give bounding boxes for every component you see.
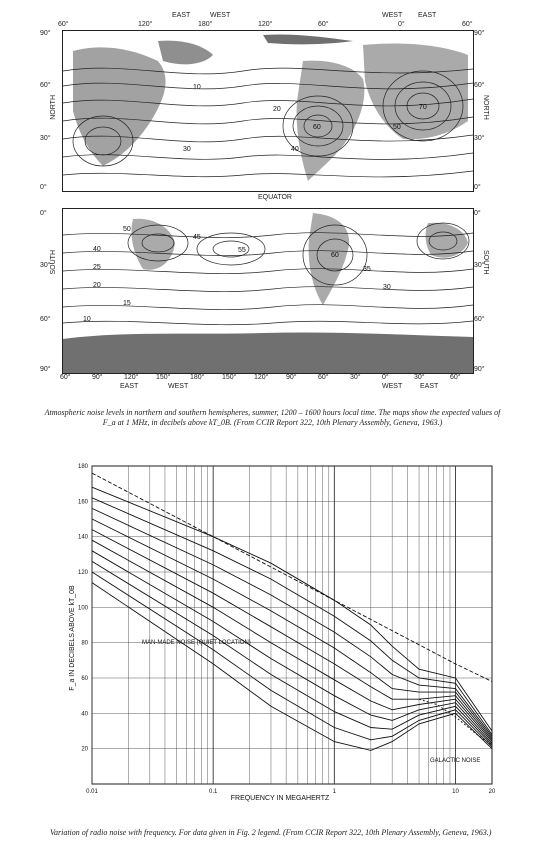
north-america-landmass [73, 47, 166, 166]
lat-label: 60° [40, 316, 51, 323]
contour-label: 70 [419, 104, 427, 111]
chart-caption: Variation of radio noise with frequency. For data given in Fig. 2 legend. (From CCIR Report 322, 10th Plenary Assembly, Geneva, 1963.) [50, 828, 492, 837]
contour-label: 30 [383, 284, 391, 291]
x-tick-label: 1 [332, 789, 337, 795]
lat-label: 60° [40, 82, 51, 89]
top-tick: 60° [58, 21, 69, 28]
top-tick: 60° [318, 21, 329, 28]
contour-label: 60 [313, 124, 321, 131]
bottom-tick: 30° [350, 374, 361, 381]
bottom-tick: 120° [124, 374, 139, 381]
bottom-tick: 120° [254, 374, 269, 381]
asia-landmass [363, 43, 468, 139]
y-tick-label: 40 [81, 711, 88, 718]
bottom-east-label: EAST [120, 383, 139, 390]
x-tick-label: 20 [488, 789, 496, 795]
bottom-tick: 180° [190, 374, 205, 381]
bottom-tick: 60° [60, 374, 71, 381]
top-east-label: EAST [172, 12, 191, 19]
bottom-tick: 90° [286, 374, 297, 381]
top-tick: 180° [198, 21, 213, 28]
northern-hemisphere-map [62, 30, 474, 192]
arctic-landmass [263, 34, 353, 44]
contour-label: 10 [83, 316, 91, 323]
y-tick-label: 160 [77, 499, 88, 506]
y-axis-label: F_a IN DECIBELS ABOVE kT_0B [69, 585, 76, 691]
lat-label: 30° [474, 135, 485, 142]
contour-label: 20 [93, 282, 101, 289]
lat-label: 90° [40, 30, 51, 37]
y-tick-label: 80 [81, 640, 88, 647]
bottom-west-label-2: WEST [382, 383, 403, 390]
contour-label: 25 [93, 264, 101, 271]
lat-label: 0° [474, 184, 481, 191]
contour-label: 60 [331, 252, 339, 259]
contour-label: 15 [123, 300, 131, 307]
top-east-label-2: EAST [418, 12, 437, 19]
top-tick: 120° [258, 21, 273, 28]
y-tick-label: 60 [81, 676, 88, 682]
equator-label: EQUATOR [258, 194, 292, 201]
top-west-label: WEST [210, 12, 231, 19]
bottom-tick: 0° [382, 374, 389, 381]
man-made-annotation: MAN-MADE NOISE (QUIET LOCATION) [142, 640, 251, 646]
lat-label: 90° [474, 366, 485, 373]
bottom-tick: 90° [92, 374, 103, 381]
bottom-east-label-2: EAST [420, 383, 439, 390]
northern-map-svg [63, 31, 473, 191]
lat-label: 30° [40, 135, 51, 142]
x-tick-label: 0.01 [86, 789, 98, 795]
southern-hemisphere-map [62, 208, 474, 374]
chart-svg [50, 458, 520, 808]
lat-label: 30° [40, 262, 51, 269]
lat-label: 60° [474, 316, 485, 323]
lat-label: 0° [474, 210, 481, 217]
bottom-side-left: SOUTH [50, 250, 57, 275]
chart-grid [92, 466, 492, 784]
contour-label: 20 [273, 106, 281, 113]
bottom-tick: 150° [156, 374, 171, 381]
lat-label: 60° [474, 82, 485, 89]
lat-label: 0° [40, 210, 47, 217]
bottom-tick: 60° [450, 374, 461, 381]
lat-label: 90° [40, 366, 51, 373]
bottom-west-label: WEST [168, 383, 189, 390]
bottom-side-right: SOUTH [482, 250, 489, 275]
contour-label: 45 [193, 234, 201, 241]
contour-label: 10 [193, 84, 201, 91]
bottom-tick: 30° [414, 374, 425, 381]
antarctica-landmass [63, 332, 473, 373]
top-west-label-2: WEST [382, 12, 403, 19]
contour-label: 35 [363, 266, 371, 273]
top-side-left: NORTH [50, 95, 57, 120]
y-tick-label: 100 [77, 605, 88, 612]
y-tick-label: 140 [77, 534, 88, 541]
map-caption: Atmospheric noise levels in northern and southern hemispheres, summer, 1200 – 1600 hours local time. The maps show the expected values of F_a at 1 MHz, in decibels above kT_0B. (From CCIR Report 322, 10th Plenary Assembly, Geneva, 1963.) [44, 408, 501, 427]
lat-label: 0° [40, 184, 47, 191]
y-tick-label: 20 [81, 746, 88, 753]
x-tick-label: 10 [452, 789, 459, 795]
contour-label: 55 [238, 247, 246, 254]
africa-south-landmass [309, 213, 350, 305]
lat-label: 30° [474, 262, 485, 269]
noise-frequency-chart [50, 458, 520, 808]
contour-label: 50 [123, 226, 131, 233]
lat-label: 90° [474, 30, 485, 37]
top-tick: 60° [462, 21, 473, 28]
bottom-tick: 60° [318, 374, 329, 381]
galactic-annotation: GALACTIC NOISE [430, 758, 481, 764]
contour-label: 40 [291, 146, 299, 153]
south-contours [63, 223, 473, 325]
x-tick-label: 0.1 [209, 789, 218, 795]
contour-label: 50 [393, 124, 401, 131]
southern-map-svg [63, 209, 473, 373]
greenland-landmass [158, 41, 213, 65]
plot-frame [92, 466, 492, 784]
y-tick-label: 180 [77, 464, 88, 470]
y-tick-label: 120 [77, 570, 88, 576]
contour-label: 40 [93, 246, 101, 253]
contour-label: 30 [183, 146, 191, 153]
x-axis-label: FREQUENCY IN MEGAHERTZ [230, 795, 330, 802]
top-tick: 0° [398, 21, 405, 28]
bottom-tick: 150° [222, 374, 237, 381]
top-side-right: NORTH [482, 95, 489, 120]
top-tick: 120° [138, 21, 153, 28]
